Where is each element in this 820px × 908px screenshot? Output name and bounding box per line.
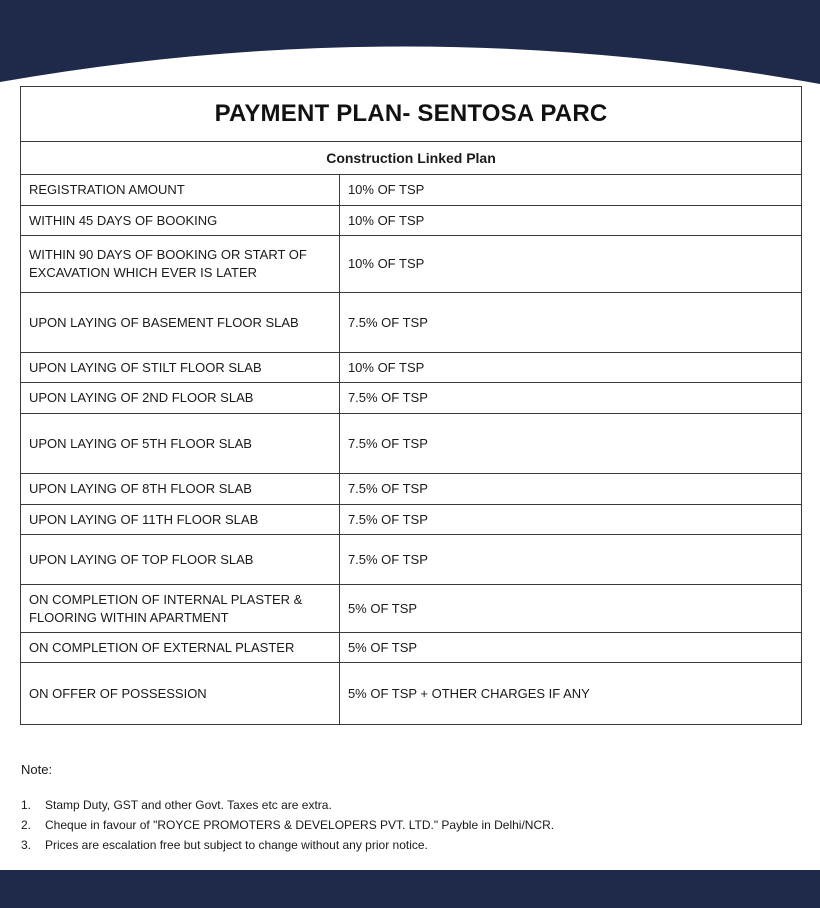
stage-cell: UPON LAYING OF 5TH FLOOR SLAB	[21, 414, 340, 474]
note-text: Stamp Duty, GST and other Govt. Taxes etc are extra.	[45, 798, 332, 812]
amount-cell: 7.5% OF TSP	[339, 474, 801, 505]
note-item	[21, 795, 801, 815]
amount-cell: 5% OF TSP	[339, 633, 801, 663]
amount-cell: 10% OF TSP	[339, 206, 801, 236]
table-row	[21, 414, 802, 474]
table-row	[21, 206, 802, 236]
note-number: 1.	[21, 798, 32, 812]
stage-cell: ON COMPLETION OF EXTERNAL PLASTER	[21, 633, 340, 663]
table-row	[21, 474, 802, 505]
stage-cell: UPON LAYING OF 2ND FLOOR SLAB	[21, 383, 340, 414]
note-number: 3.	[21, 838, 32, 852]
stage-cell: UPON LAYING OF BASEMENT FLOOR SLAB	[21, 293, 340, 353]
table-row	[21, 663, 802, 725]
note-text: Prices are escalation free but subject to change without any prior notice.	[45, 838, 428, 852]
table-row	[21, 505, 802, 535]
table-row	[21, 293, 802, 353]
stage-cell: UPON LAYING OF TOP FLOOR SLAB	[21, 535, 340, 585]
amount-cell: 10% OF TSP	[339, 175, 801, 206]
amount-cell: 7.5% OF TSP	[339, 383, 801, 414]
amount-cell: 7.5% OF TSP	[339, 505, 801, 535]
note-item	[21, 835, 801, 855]
stage-cell: UPON LAYING OF 11TH FLOOR SLAB	[21, 505, 340, 535]
amount-cell: 10% OF TSP	[339, 236, 801, 293]
table-row	[21, 535, 802, 585]
amount-cell: 7.5% OF TSP	[339, 293, 801, 353]
table-row	[21, 585, 802, 633]
payment-plan-table	[20, 86, 802, 725]
stage-cell: ON OFFER OF POSSESSION	[21, 663, 340, 725]
stage-cell: REGISTRATION AMOUNT	[21, 175, 340, 206]
amount-cell: 7.5% OF TSP	[339, 535, 801, 585]
table-row	[21, 633, 802, 663]
note-text: Cheque in favour of "ROYCE PROMOTERS & DEVELOPERS PVT. LTD." Payble in Delhi/NCR.	[45, 818, 555, 832]
bottom-decorative-band	[0, 870, 820, 908]
note-number: 2.	[21, 818, 32, 832]
title-row	[21, 87, 802, 142]
subtitle-row	[21, 142, 802, 175]
stage-cell: WITHIN 45 DAYS OF BOOKING	[21, 206, 340, 236]
notes-section	[21, 762, 801, 855]
stage-cell: ON COMPLETION OF INTERNAL PLASTER & FLOORING WITHIN APARTMENT	[21, 585, 340, 633]
table-row	[21, 353, 802, 383]
stage-cell: UPON LAYING OF STILT FLOOR SLAB	[21, 353, 340, 383]
page-title: PAYMENT PLAN- SENTOSA PARC	[21, 87, 802, 142]
plan-subtitle: Construction Linked Plan	[21, 142, 802, 175]
stage-cell: WITHIN 90 DAYS OF BOOKING OR START OF EXCAVATION WHICH EVER IS LATER	[21, 236, 340, 293]
amount-cell: 10% OF TSP	[339, 353, 801, 383]
table-row	[21, 175, 802, 206]
top-decorative-band	[0, 0, 820, 90]
table-row	[21, 383, 802, 414]
stage-cell: UPON LAYING OF 8TH FLOOR SLAB	[21, 474, 340, 505]
note-item	[21, 815, 801, 835]
amount-cell: 5% OF TSP	[339, 585, 801, 633]
notes-title: Note:	[21, 762, 53, 777]
amount-cell: 5% OF TSP + OTHER CHARGES IF ANY	[339, 663, 801, 725]
table-row	[21, 236, 802, 293]
amount-cell: 7.5% OF TSP	[339, 414, 801, 474]
